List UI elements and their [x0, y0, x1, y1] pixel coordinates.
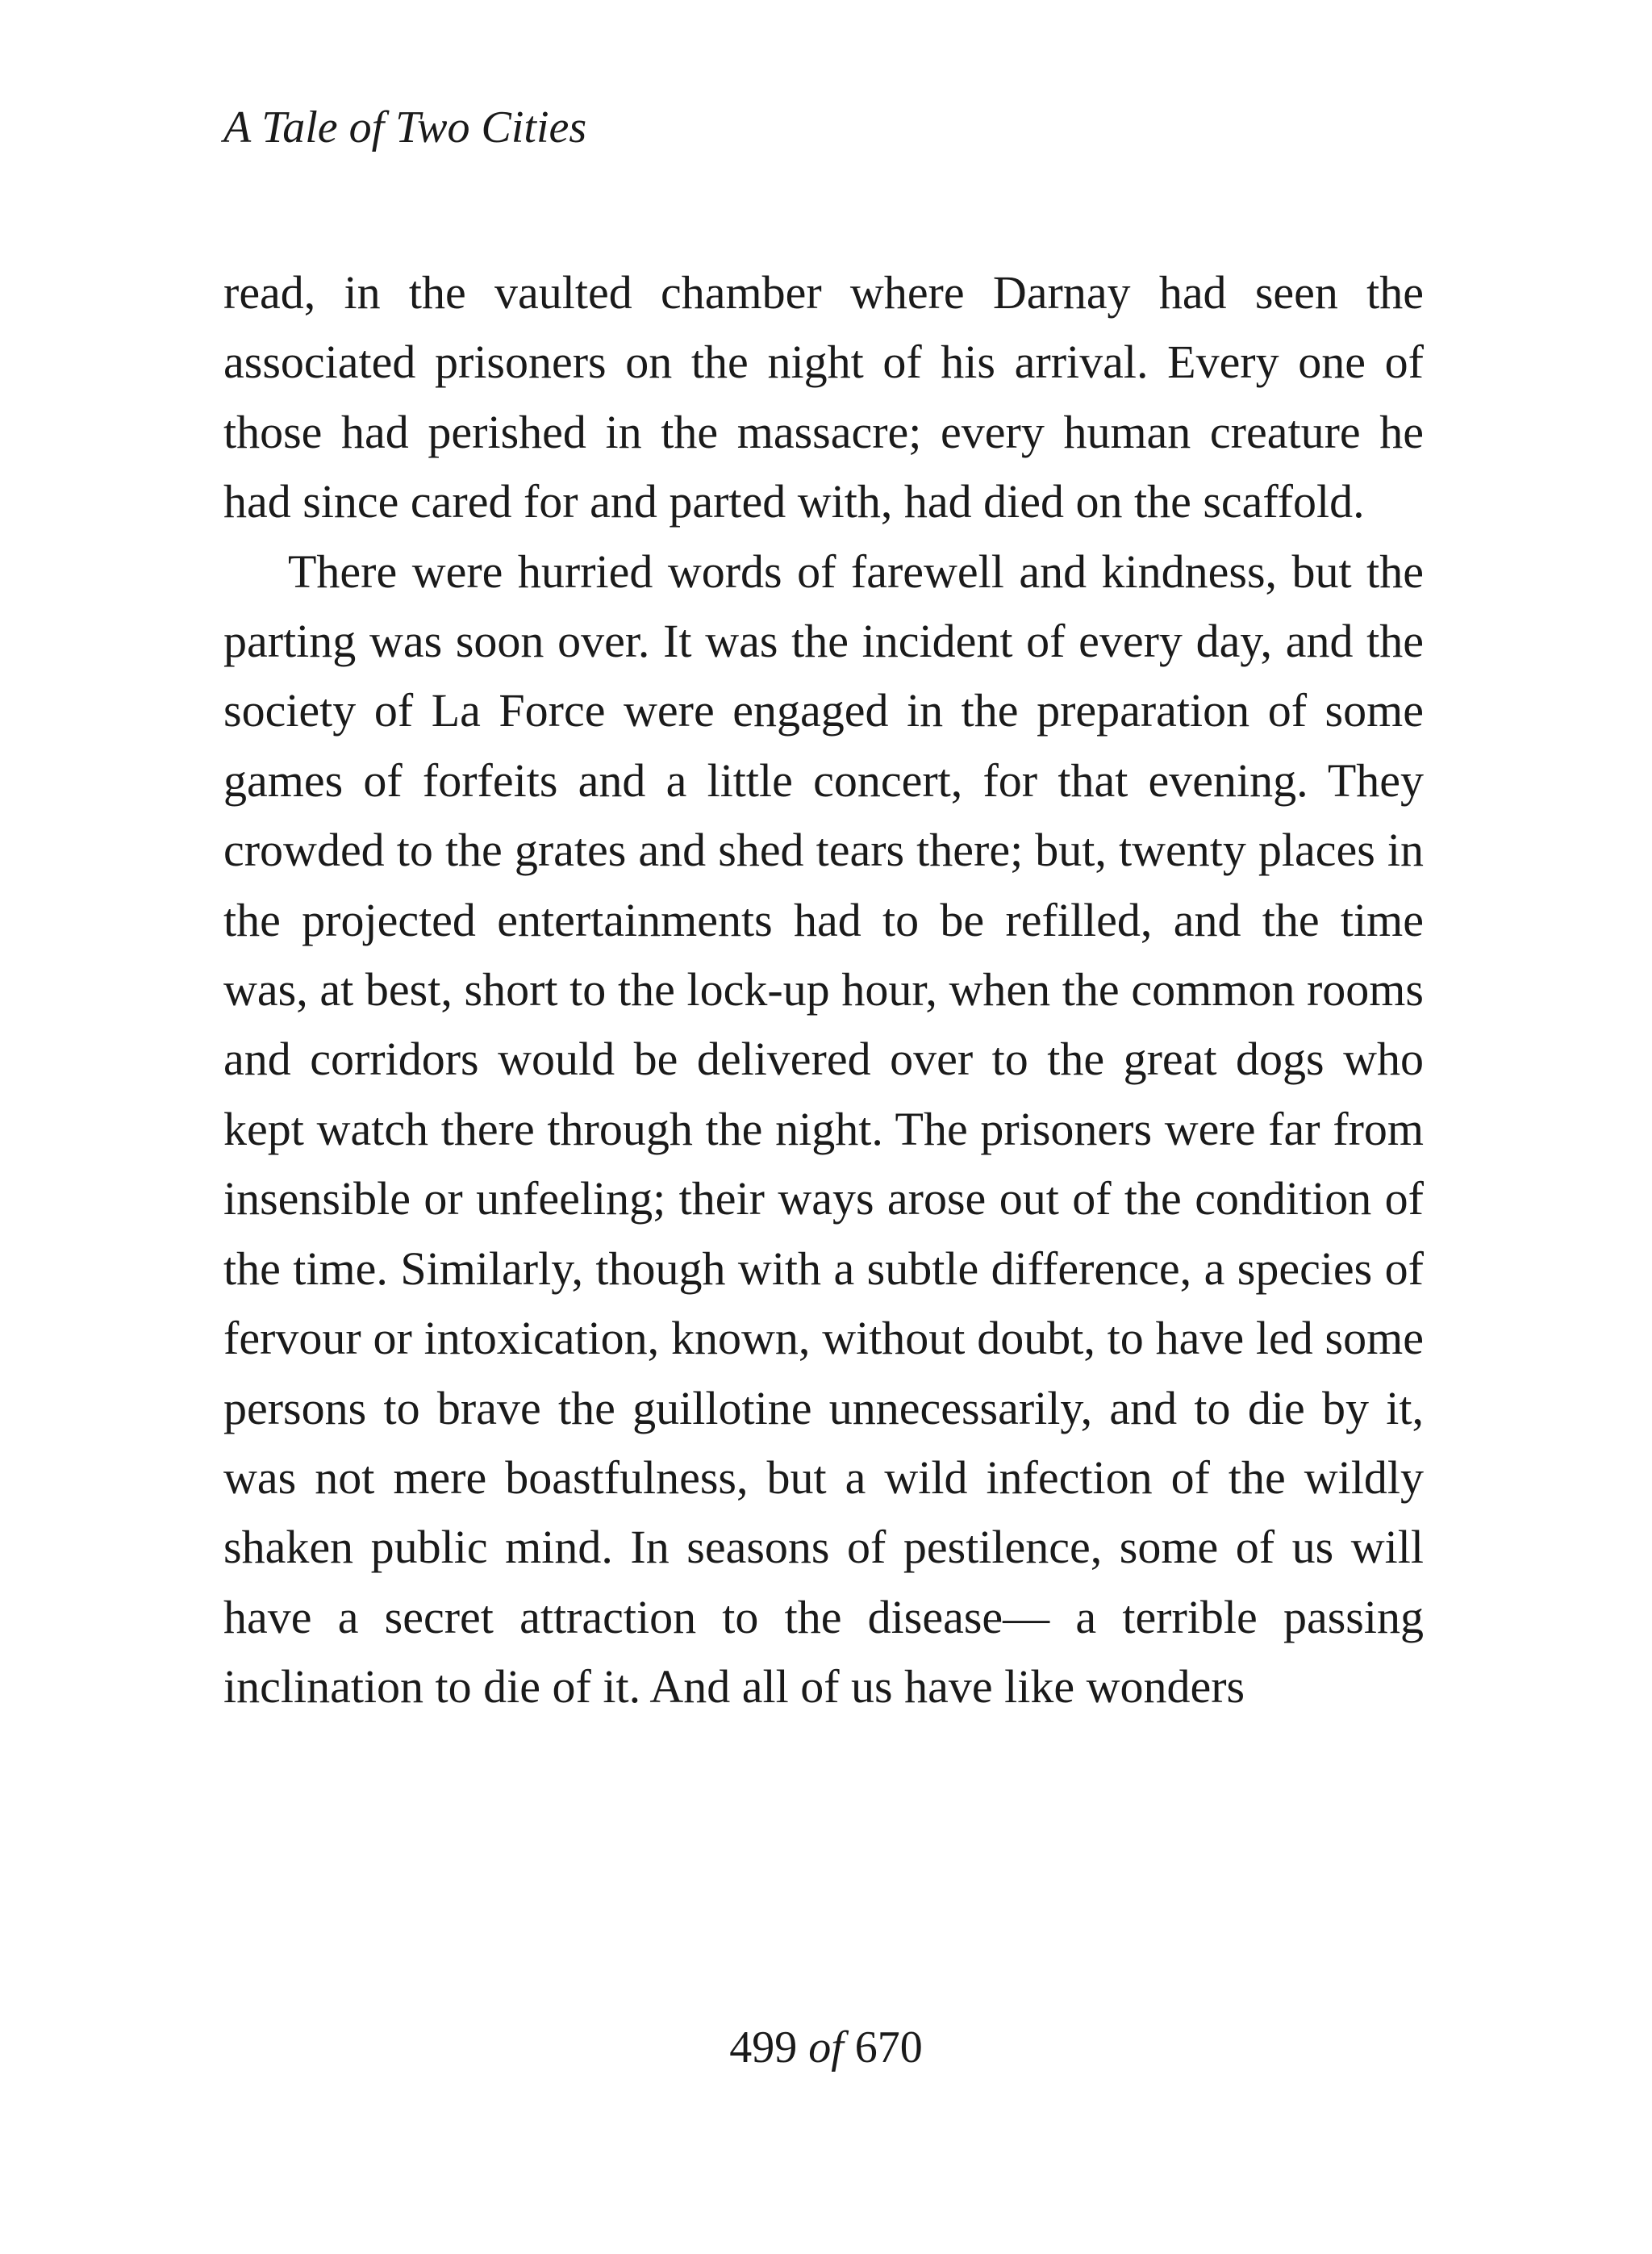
running-header-title: A Tale of Two Cities: [223, 102, 587, 152]
total-page-count: 670: [854, 2022, 923, 2072]
current-page-number: 499: [729, 2022, 798, 2072]
paragraph-continuation: read, in the vaulted chamber where Darnay had seen the associated prisoners on the night of his arrival. Every one of those had perished in the massacre; every human creature he had since cared for and parted with, had died on the scaffold.: [223, 266, 1424, 528]
page-of-label: of: [808, 2022, 844, 2072]
body-text: [223, 258, 1424, 1722]
paragraph: There were hurried words of farewell and kindness, but the parting was soon over. It was the incident of every day, and the society of La Force were engaged in the preparation of some games of forfeits and a little concert, for that evening. They crowded to the grates and shed tears there; but, twenty places in the projected entertainments had to be refilled, and the time was, at best, short to the lock-up hour, when the common rooms and corridors would be delivered over to the great dogs who kept watch there through the night. The prisoners were far from insensible or unfeeling; their ways arose out of the condition of the time. Similarly, though with a subtle difference, a species of fervour or intoxication, known, without doubt, to have led some persons to brave the guillotine unnecessarily, and to die by it, was not mere boastfulness, but a wild infection of the wildly shaken public mind. In seasons of pestilence, some of us will have a secret attraction to the disease— a terrible passing inclination to die of it. And all of us have like wonders: [223, 545, 1424, 1713]
page-number: [0, 2022, 1652, 2072]
